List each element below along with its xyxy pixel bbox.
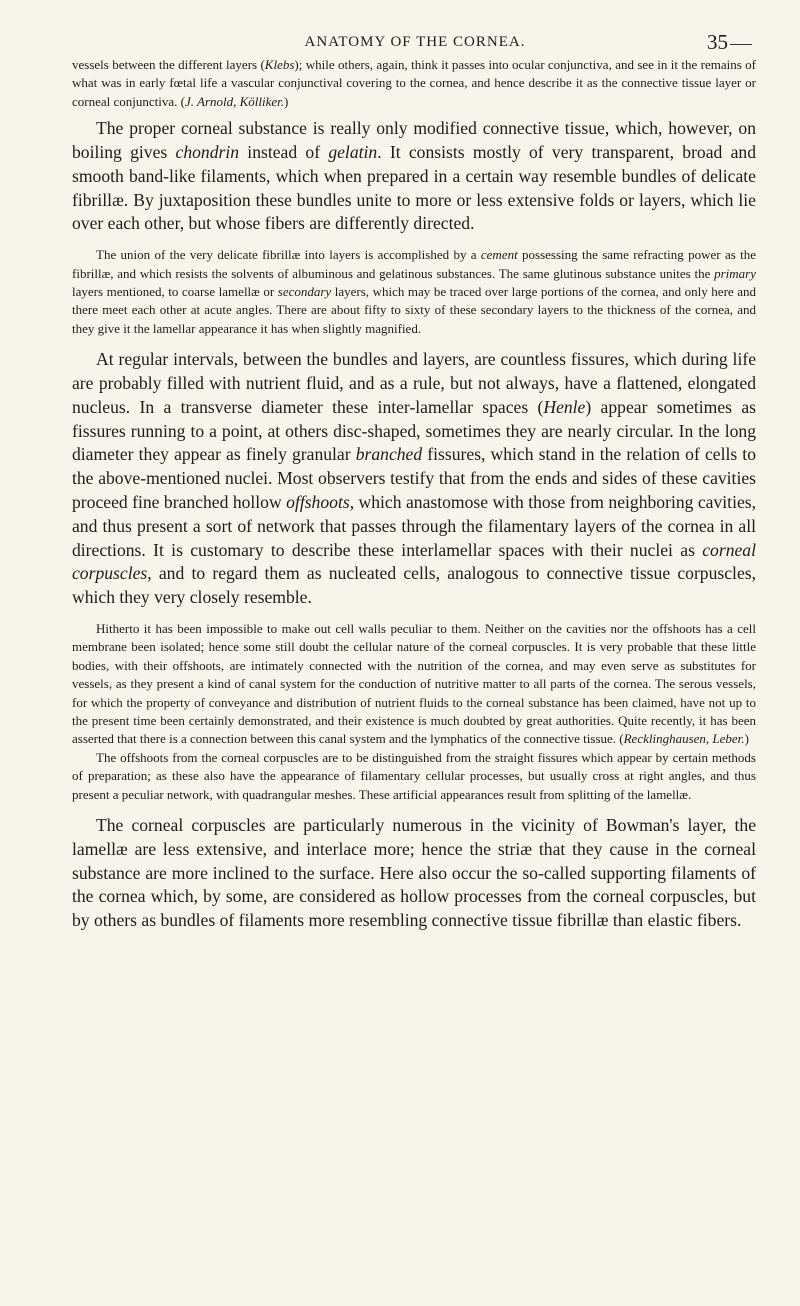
italic-text: chondrin (175, 142, 240, 163)
paragraph-text: instead of (239, 142, 329, 163)
italic-text: Klebs (264, 57, 295, 72)
paragraph-text: The offshoots from the corneal corpuscles are to be distinguished from the straight fissures which appear by certain methods of preparation; as these also have the appearance of filamentary cellular processes, but usually cross at right angles, and thus present a peculiar network, with quadrangular meshes. These artificial appearances result from splitting of the lamellæ. (72, 749, 756, 802)
paragraph-text: layers, which may be traced over large portions of the cornea, and only here and there meet each other at acute angles. There are about fifty to sixty of these secondary layers to the thickness of the cornea, and they give it the lamellar appearance it has when slightly magnified. (72, 284, 756, 336)
paragraph-klebs-continuation (72, 56, 756, 111)
italic-text: Recklinghausen, Leber. (623, 731, 745, 747)
paragraph-interlamellar-spaces (72, 348, 756, 610)
paragraph-text: , which anastomose with those from neighboring cavities, and thus present a sort of network that passes through the filamentary layers of the cornea in all directions. It is customary to describe these interlamellar spaces with their nuclei as (72, 492, 757, 560)
paragraph-cement-fibrillae (72, 246, 756, 338)
italic-text: corneal corpuscles (72, 539, 756, 584)
paragraph-text: possessing the same refracting power as the fibrillæ, and which resists the solvents of albuminous and gelatinous substances. The same glutinous substance unites the (72, 247, 756, 281)
paragraph-cell-walls (72, 620, 756, 749)
paragraph-text: The union of the very delicate fibrillæ into layers is accomplished by a (96, 247, 481, 263)
italic-text: Henle (543, 396, 586, 417)
paragraph-text: The corneal corpuscles are particularly numerous in the vicinity of Bowman's layer, the lamellæ are less extensive, and interlace more; hence the striæ that they cause in the corneal substance are more inclined to the surface. Here also occur the so-called supporting filaments of the cornea which, by some, are considered as hollow processes from the corneal corpuscles, but by others as bundles of filaments more resembling connective tissue fibrillæ than elastic fibers. (72, 815, 756, 931)
italic-text: branched (355, 444, 423, 465)
paragraph-offshoots (72, 749, 756, 804)
italic-text: J. Arnold, Kölliker. (184, 93, 285, 109)
italic-text: gelatin (328, 142, 378, 163)
running-head (72, 12, 758, 52)
paragraph-proper-corneal-substance (72, 117, 756, 236)
running-title: ANATOMY OF THE CORNEA. (304, 34, 526, 50)
page-number: 35 (707, 30, 752, 55)
paragraph-text: . It consists mostly of very transparent, broad and smooth band-like filaments, which when prepared in a certain way resemble bundles of delicate fibrillæ. By juxtaposition these bundles unite to more or less extensive folds or layers, which lie over each other, but whose fibers are differently directed. (72, 142, 756, 234)
paragraph-text: ) (284, 93, 289, 109)
paragraph-text: fissures, which stand in the relation of cells to the above-mentioned nuclei. Most observers testify that from the ends and sides of these cavities proceed fine branched hollow (72, 444, 756, 513)
italic-text: primary (714, 265, 756, 281)
paragraph-text: ); while others, again, think it passes into ocular conjunctiva, and see in it the remains of what was in early fœtal life a vascular conjunctival covering to the cornea, and hence describe it as the connective tissue layer or corneal conjunctiva. ( (72, 57, 757, 109)
italic-text: secondary (277, 284, 332, 300)
paragraph-text: The proper corneal substance is really only modified connective tissue, which, however, on boiling gives (72, 118, 756, 163)
paragraph-bowmans-layer (72, 814, 756, 933)
paragraph-text: vessels between the different layers ( (72, 57, 265, 72)
paragraph-text: , and to regard them as nucleated cells, analogous to connective tissue corpuscles, which they very closely resemble. (72, 563, 756, 608)
italic-text: cement (480, 247, 518, 263)
paragraph-text: layers mentioned, to coarse lamellæ or (72, 284, 278, 300)
paragraph-text: ) appear sometimes as fissures running to a point, at others disc-shaped, sometimes they are nearly circular. In the long diameter they appear as finely granular (72, 396, 756, 465)
italic-text: offshoots (286, 492, 350, 513)
paragraph-text: ) (744, 731, 749, 747)
page-body (72, 56, 756, 933)
paragraph-text: At regular intervals, between the bundles and layers, are countless fissures, which during life are probably filled with nutrient fluid, and as a rule, but not always, have a flattened, elongated nucleus. In a transverse diameter these inter-lamellar spaces ( (72, 349, 756, 417)
paragraph-text: Hitherto it has been impossible to make out cell walls peculiar to them. Neither on the cavities nor the offshoots has a cell membrane been isolated; hence some still doubt the cellular nature of the corneal corpuscles. It is very probable that these little bodies, with their offshoots, are intimately connected with the nutrition of the cornea, and may even serve as substitutes for vessels, as they present a kind of canal system for the conduction of nutritive matter to all parts of the cornea. The serous vessels, for which the property of conveyance and distribution of nutrient fluids to the corneal substance has been claimed, have not up to the present time been certainly demonstrated, and their existence is much doubted by great authorities. Quite recently, it has been asserted that there is a connection between this canal system and the lymphatics of the connective tissue. ( (72, 621, 756, 747)
